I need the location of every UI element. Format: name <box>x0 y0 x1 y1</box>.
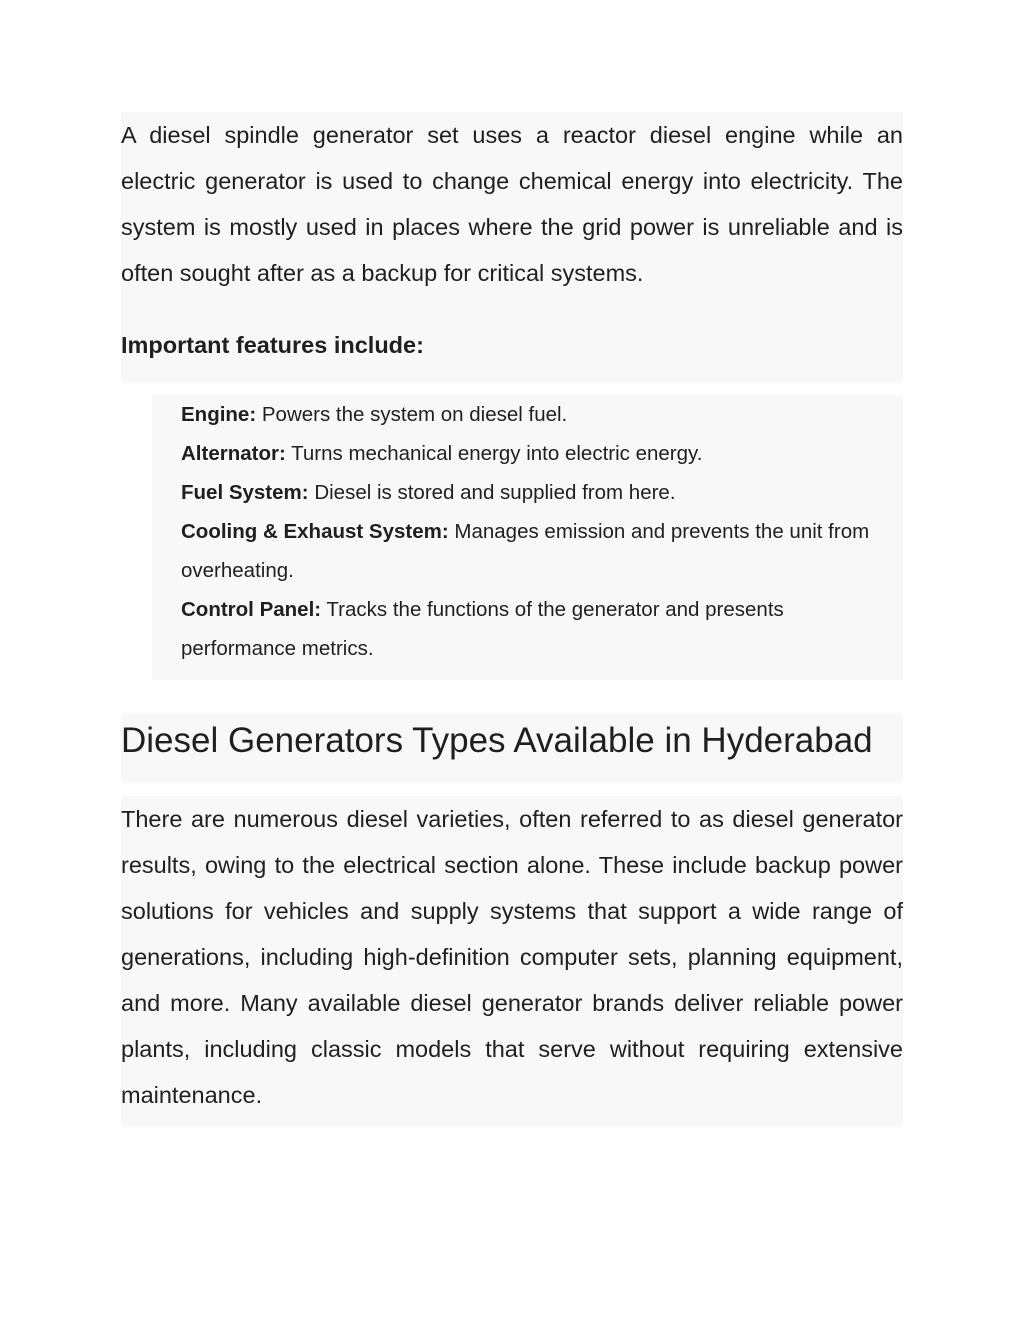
features-heading: Important features include: <box>121 332 424 358</box>
intro-paragraph: A diesel spindle generator set uses a reactor diesel engine while an electric generator is used to change chemical energy into electricity. The system is mostly used in places where the grid power is unreliable and is often sought after as a backup for critical systems. <box>121 122 903 286</box>
feature-item-control-panel <box>152 590 903 668</box>
feature-term: Fuel System: <box>181 481 309 504</box>
feature-item-engine <box>152 395 903 434</box>
features-heading-block <box>121 309 903 383</box>
feature-item-alternator <box>152 434 903 473</box>
types-paragraph: There are numerous diesel varieties, often referred to as diesel generator results, owing to the electrical section alone. These include backup power solutions for vehicles and supply systems that support a wide range of generations, including high-definition computer sets, planning equipment, and more. Many available diesel generator brands deliver reliable power plants, including classic models that serve without requiring extensive maintenance. <box>121 806 903 1108</box>
feature-description: Diesel is stored and supplied from here. <box>314 481 676 504</box>
feature-term: Control Panel: <box>181 598 322 621</box>
types-section-title-block <box>121 713 903 783</box>
feature-description: Tracks the functions of the generator and presents performance metrics. <box>181 598 784 660</box>
types-section-title: Diesel Generators Types Available in Hyderabad <box>121 721 873 760</box>
feature-term: Cooling & Exhaust System: <box>181 520 449 543</box>
feature-item-cooling-exhaust <box>152 512 903 590</box>
feature-description: Manages emission and prevents the unit from overheating. <box>181 520 870 582</box>
feature-list <box>152 395 903 680</box>
types-section <box>121 796 903 1127</box>
feature-term: Engine: <box>181 403 257 426</box>
feature-term: Alternator: <box>181 442 286 465</box>
feature-item-fuel-system <box>152 473 903 512</box>
feature-description: Turns mechanical energy into electric energy. <box>291 442 703 465</box>
intro-section <box>121 112 903 309</box>
feature-description: Powers the system on diesel fuel. <box>261 403 568 426</box>
